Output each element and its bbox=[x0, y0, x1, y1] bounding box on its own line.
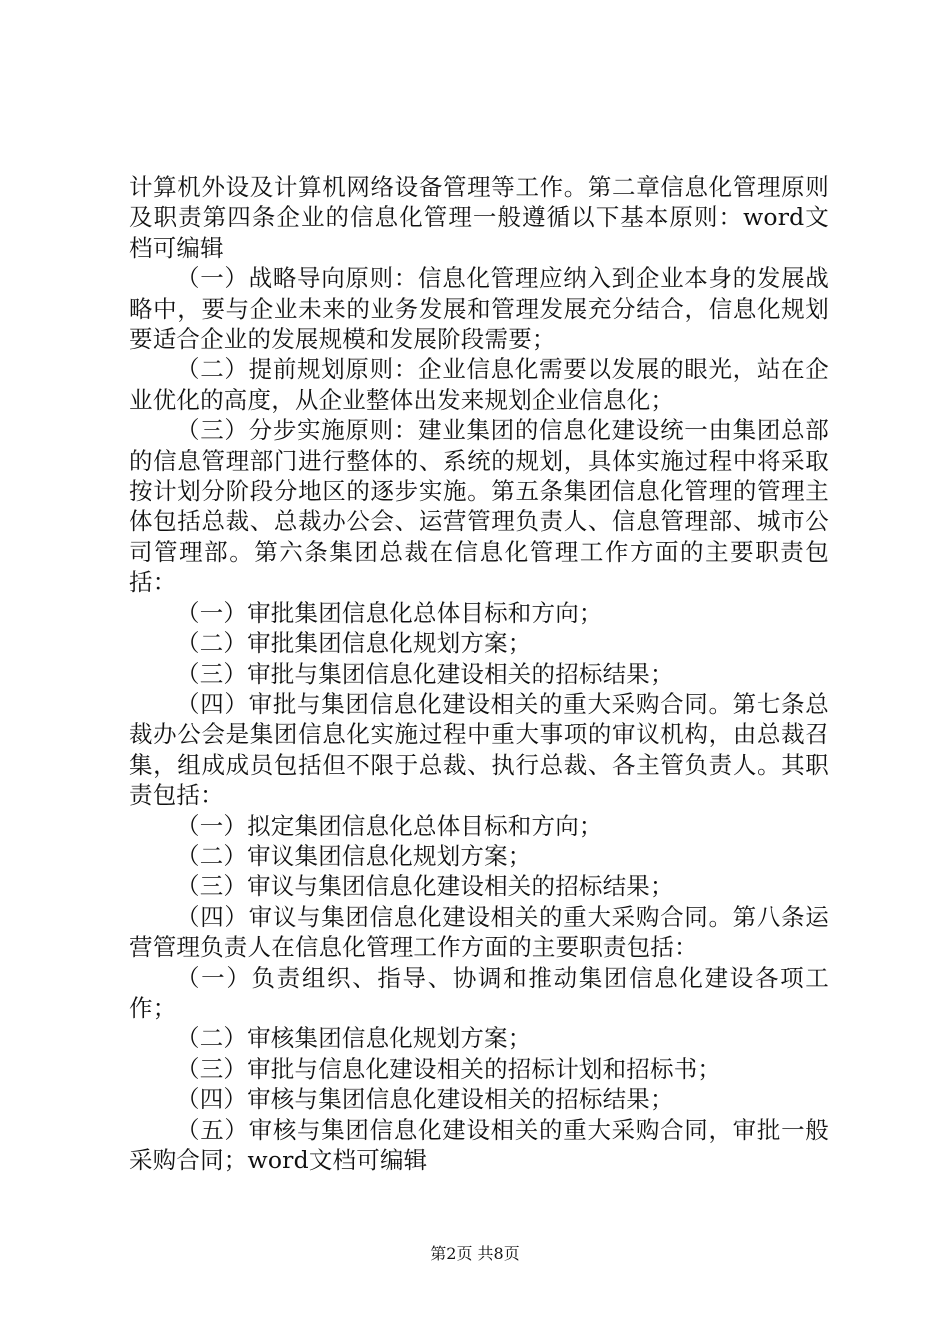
paragraph-6: （二）审批集团信息化规划方案； bbox=[176, 629, 532, 658]
paragraph-7: （三）审批与集团信息化建设相关的招标结果； bbox=[176, 659, 674, 688]
paragraph-5: （一）审批集团信息化总体目标和方向； bbox=[176, 598, 603, 627]
paragraph-8: （四）审批与集团信息化建设相关的重大采购合同。第七条总裁办公会是集团信息化实施过程中重大事项的审议机构，由总裁召集，组成成员包括但不限于总裁、执行总裁、各主管负责人。其职责包括： bbox=[129, 689, 829, 810]
paragraph-4: （三）分步实施原则：建业集团的信息化建设统一由集团总部的信息管理部门进行整体的、系统的规划，具体实施过程中将采取按计划分阶段分地区的逐步实施。第五条集团信息化管理的管理主体包括总裁、总裁办公会、运营管理负责人、信息管理部、城市公司管理部。第六条集团总裁在信息化管理工作方面的主要职责包括： bbox=[129, 416, 829, 597]
document-body bbox=[129, 172, 829, 1175]
page-number-label: 第2页 共8页 bbox=[430, 1244, 520, 1263]
paragraph-9: （一）拟定集团信息化总体目标和方向； bbox=[176, 811, 603, 840]
paragraph-14: （二）审核集团信息化规划方案； bbox=[176, 1024, 532, 1053]
paragraph-11: （三）审议与集团信息化建设相关的招标结果； bbox=[176, 872, 674, 901]
paragraph-17: （五）审核与集团信息化建设相关的重大采购合同，审批一般采购合同；word文档可编辑 bbox=[129, 1115, 829, 1174]
paragraph-3: （二）提前规划原则：企业信息化需要以发展的眼光，站在企业优化的高度，从企业整体出发来规划企业信息化； bbox=[129, 355, 829, 414]
paragraph-16: （四）审核与集团信息化建设相关的招标结果； bbox=[176, 1085, 674, 1114]
paragraph-12: （四）审议与集团信息化建设相关的重大采购合同。第八条运营管理负责人在信息化管理工作方面的主要职责包括： bbox=[129, 902, 829, 962]
paragraph-1: 计算机外设及计算机网络设备管理等工作。第二章信息化管理原则及职责第四条企业的信息化管理一般遵循以下基本原则：word文档可编辑 bbox=[129, 173, 829, 262]
page-footer bbox=[0, 1244, 950, 1264]
paragraph-15: （三）审批与信息化建设相关的招标计划和招标书； bbox=[176, 1054, 722, 1083]
paragraph-10: （二）审议集团信息化规划方案； bbox=[176, 841, 532, 870]
paragraph-13: （一）负责组织、指导、协调和推动集团信息化建设各项工作； bbox=[129, 963, 829, 1022]
paragraph-2: （一）战略导向原则：信息化管理应纳入到企业本身的发展战略中，要与企业未来的业务发展和管理发展充分结合，信息化规划要适合企业的发展规模和发展阶段需要； bbox=[129, 264, 829, 354]
